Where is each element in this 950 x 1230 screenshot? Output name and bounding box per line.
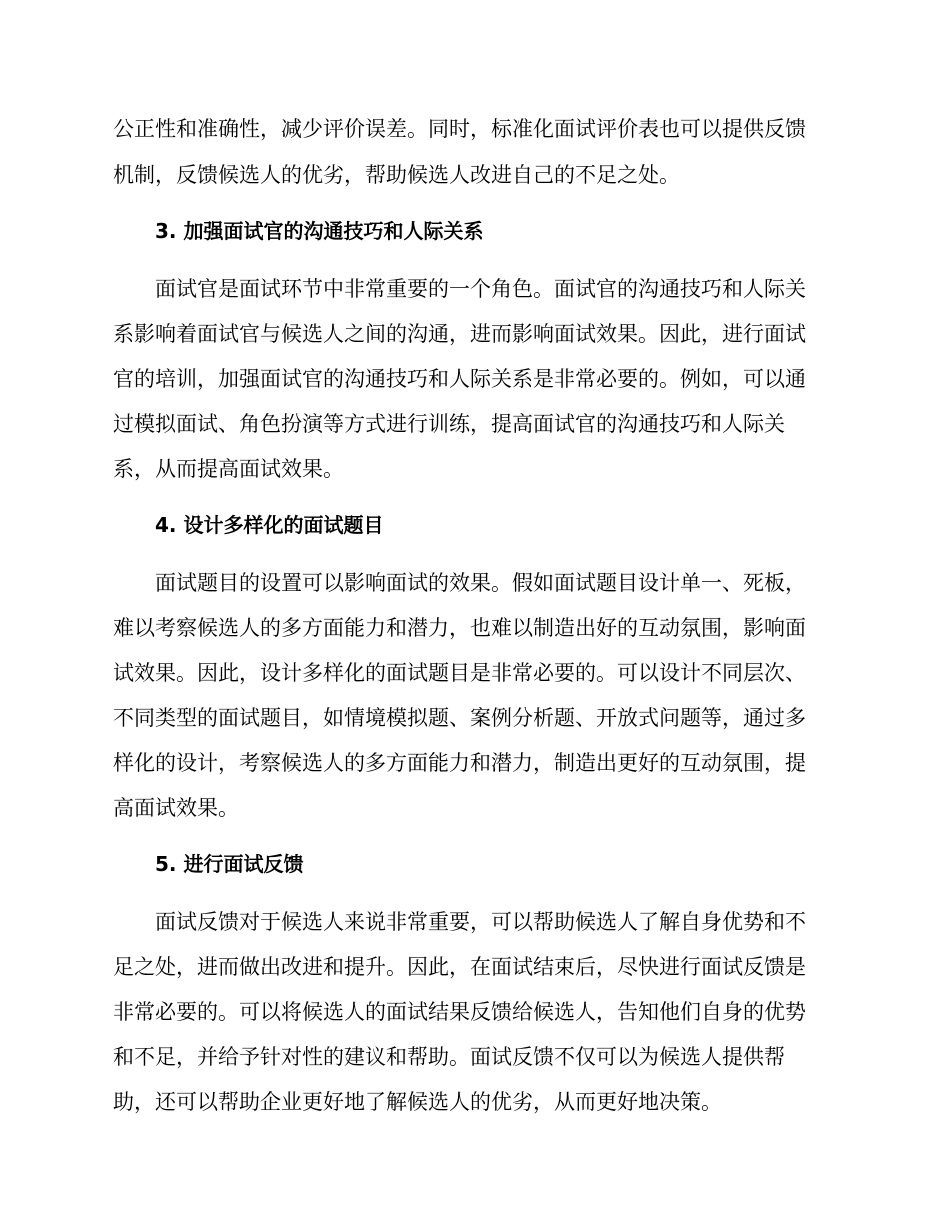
section-4-line-6: 高面试效果。 (113, 796, 239, 820)
section-4-line-3: 试效果。因此，设计多样化的面试题目是非常必要的。可以设计不同层次、 (113, 661, 806, 685)
section-5-line-1: 面试反馈对于候选人来说非常重要，可以帮助候选人了解自身优势和不 (155, 910, 806, 934)
section-3-line-3: 官的培训，加强面试官的沟通技巧和人际关系是非常必要的。例如，可以通 (113, 367, 806, 391)
section-5-line-3: 非常必要的。可以将候选人的面试结果反馈给候选人，告知他们自身的优势 (113, 1000, 806, 1024)
section-3-line-1: 面试官是面试环节中非常重要的一个角色。面试官的沟通技巧和人际关 (155, 277, 806, 301)
section-3-line-5: 系，从而提高面试效果。 (113, 457, 344, 481)
section-3-heading: 3. 加强面试官的沟通技巧和人际关系 (155, 219, 484, 243)
section-5-line-2: 足之处，进而做出改进和提升。因此，在面试结束后，尽快进行面试反馈是 (113, 955, 806, 979)
section-3-line-4: 过模拟面试、角色扮演等方式进行训练，提高面试官的沟通技巧和人际关 (113, 412, 785, 436)
intro-line-2: 机制，反馈候选人的优劣，帮助候选人改进自己的不足之处。 (113, 163, 680, 187)
section-5-heading: 5. 进行面试反馈 (155, 852, 304, 876)
section-4-line-4: 不同类型的面试题目，如情境模拟题、案例分析题、开放式问题等，通过多 (113, 706, 806, 730)
section-4-line-5: 样化的设计，考察候选人的多方面能力和潜力，制造出更好的互动氛围，提 (113, 751, 806, 775)
section-4-line-2: 难以考察候选人的多方面能力和潜力，也难以制造出好的互动氛围，影响面 (113, 616, 806, 640)
intro-line-1: 公正性和准确性，减少评价误差。同时，标准化面试评价表也可以提供反馈 (113, 117, 806, 141)
section-5-line-5: 助，还可以帮助企业更好地了解候选人的优劣，从而更好地决策。 (113, 1090, 722, 1114)
section-5-line-4: 和不足，并给予针对性的建议和帮助。面试反馈不仅可以为候选人提供帮 (113, 1045, 785, 1069)
section-4-heading: 4. 设计多样化的面试题目 (155, 513, 384, 537)
section-3-line-2: 系影响着面试官与候选人之间的沟通，进而影响面试效果。因此，进行面试 (113, 322, 806, 346)
section-4-line-1: 面试题目的设置可以影响面试的效果。假如面试题目设计单一、死板， (155, 571, 806, 595)
